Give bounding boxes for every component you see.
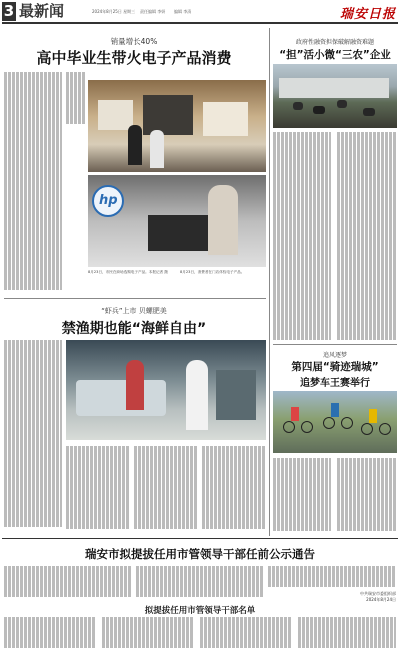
notice-headline: 瑞安市拟提拔任用市管领导干部任前公示通告 (85, 547, 315, 561)
editor-credit: 责任编辑 李妍 (140, 9, 166, 14)
date-line: 2024年8月25日 星期三 (92, 9, 136, 14)
article2-body-col1 (273, 132, 331, 340)
article2-photo-farm (273, 64, 397, 128)
article4-headline-line1: 第四届“骑迹瑞城” (291, 361, 379, 373)
notice-signature-date: 2024年8月24日 (366, 597, 396, 602)
article1-photo-caption-1: 8月23日，市民在商场选购电子产品。本报记者 摄 (88, 270, 168, 274)
article4-body-col2 (337, 458, 397, 534)
article3-headline: 禁渔期也能“海鲜自由” (61, 321, 207, 337)
article4-body-col1 (273, 458, 331, 534)
article2-body-col2 (337, 132, 397, 340)
article1-headline: 高中毕业生带火电子产品消费 (36, 49, 232, 67)
article3-kicker: “虾兵”上市 贝螺肥美 (101, 307, 167, 315)
article4-kicker: 追风逐梦 (322, 352, 347, 359)
notice-body-mid (136, 566, 264, 602)
article4-headline-line2: 追梦车王赛举行 (300, 378, 370, 389)
article1-kicker: 销量增长40% (110, 37, 158, 46)
notice-list-col3 (200, 617, 292, 653)
notice-body-left (4, 566, 132, 602)
notice-list-col2 (102, 617, 194, 653)
newspaper-logo: 瑞安日报 (340, 7, 397, 22)
article-separator-left (4, 298, 266, 299)
notice-body-right (268, 566, 396, 592)
masthead-rule (2, 22, 398, 24)
page-number: 3 (3, 2, 15, 20)
article3-body-col4 (202, 446, 266, 532)
article3-body-col2 (66, 446, 130, 532)
article3-photo-seafood (66, 340, 266, 440)
article1-body-col2 (66, 72, 86, 294)
article-separator-right (273, 344, 397, 345)
article1-photo-caption-2: 8月23日，消费者在门店体验电子产品。 (180, 270, 245, 274)
column-separator (269, 28, 270, 536)
notice-top-rule (2, 538, 398, 539)
article3-body-col3 (134, 446, 198, 532)
designer-credit: 编辑 李清 (174, 9, 192, 14)
article2-headline: “担”活小微“三农”企业 (279, 49, 391, 61)
article1-body-col1 (4, 72, 62, 294)
article4-photo-cycling (273, 391, 397, 453)
notice-signature-org: 中共瑞安市委组织部 (360, 591, 396, 596)
notice-list-col1 (4, 617, 96, 653)
notice-list-title: 拟提拔任用市管领导干部名单 (144, 606, 256, 616)
notice-list-col4 (298, 617, 396, 653)
article1-photo-laptop: hp (88, 175, 266, 267)
section-title: 最新闻 (19, 2, 65, 20)
article2-kicker: 政府性融资担保破解融资难题 (295, 39, 374, 46)
article1-photo-store (88, 80, 266, 172)
article3-body-col1 (4, 340, 62, 532)
